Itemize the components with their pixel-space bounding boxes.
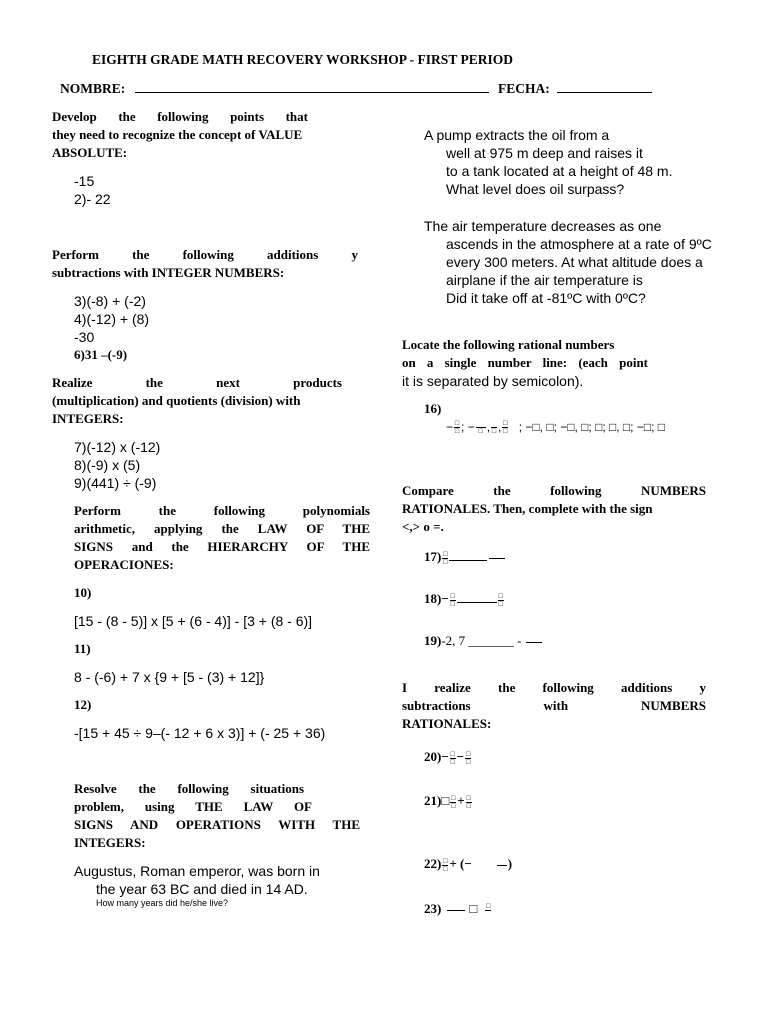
- section-heading: <,> o =.: [402, 519, 444, 534]
- problem-1: -15: [74, 173, 95, 189]
- problem-12: -[15 + 45 ÷ 9–(- 12 + 6 x 3)] + (- 25 + 36): [74, 725, 326, 741]
- problem-20-number: 20): [424, 749, 442, 764]
- problem-16: − $\frac{□}{□}$ ; − □ , □ , $\frac{□}{□}$ ; −□, □; −□, □; □; □, □; −□; □: [446, 420, 666, 436]
- problem-20: 20)− $\frac{□}{□}$ − $\frac{□}{□}$: [424, 749, 471, 766]
- fraction: $\frac{□}{□}$: [466, 793, 471, 810]
- augustus-question: How many years did he/she live?: [96, 898, 229, 908]
- section-heading: it is separated by semicolon).: [402, 373, 584, 389]
- air-problem: every 300 meters. At what altitude does a: [446, 254, 703, 270]
- section-locate: [402, 354, 648, 372]
- problem-17-number: 17): [424, 549, 442, 564]
- problem-4: 4)(-12) + (8): [74, 311, 150, 327]
- section-heading: SIGNS AND OPERATIONS WITH THE: [74, 817, 360, 832]
- section-heading: I realize the following additions y: [402, 680, 706, 695]
- problem-17: [424, 548, 505, 566]
- name-field[interactable]: [135, 80, 489, 93]
- problem-6: 6)31 –(-9): [74, 347, 128, 362]
- problem-21-number: 21): [424, 793, 442, 808]
- section-heading: RATIONALES. Then, complete with the sign: [402, 501, 653, 516]
- section-heading: Develop the following points that: [52, 109, 308, 124]
- pump-problem: well at 975 m deep and raises it: [446, 145, 643, 161]
- problem-23: 23) □ □: [424, 901, 491, 916]
- augustus-problem: the year 63 BC and died in 14 AD.: [96, 881, 308, 897]
- section-heading: Locate the following rational numbers: [402, 337, 615, 352]
- air-problem: Did it take off at -81ºC with 0ºC?: [446, 290, 646, 306]
- fraction: $\frac{□}{□}$: [450, 591, 455, 608]
- air-problem: ascends in the atmosphere at a rate of 9ºC: [446, 236, 712, 252]
- name-date-row: [60, 80, 652, 97]
- section-heading: on a single number line: (each point: [402, 355, 648, 370]
- section-absolute-value: [52, 108, 308, 126]
- air-problem: airplane if the air temperature is: [446, 272, 643, 288]
- pump-problem: to a tank located at a height of 48 m.: [446, 163, 673, 179]
- problem-16-list: ; −□, □; −□, □; □; □, □; −□; □: [518, 420, 666, 434]
- section-heading: SIGNS and the HIERARCHY OF THE: [74, 539, 370, 554]
- section-heading: problem, using THE LAW OF: [74, 799, 312, 814]
- section-heading: Resolve the following situations: [74, 781, 304, 796]
- air-problem: The air temperature decreases as one: [424, 218, 662, 234]
- section-heading: subtractions with NUMBERS: [402, 698, 706, 713]
- section-heading: RATIONALES:: [402, 716, 492, 731]
- section-heading: (multiplication) and quotients (division) with: [52, 393, 301, 408]
- page-title: EIGHTH GRADE MATH RECOVERY WORKSHOP - FIRST PERIOD: [92, 52, 513, 67]
- section-heading: INTEGERS:: [74, 835, 146, 850]
- problem-22-number: 22): [424, 856, 442, 871]
- problem-9: 9)(441) ÷ (-9): [74, 475, 157, 491]
- name-label: NOMBRE:: [60, 81, 126, 96]
- fraction: $\frac{□}{□}$: [503, 420, 508, 436]
- pump-problem: A pump extracts the oil from a: [424, 127, 610, 143]
- section-situations-2: [74, 798, 312, 816]
- problem-18-number: 18): [424, 591, 442, 606]
- problem-3: 3)(-8) + (-2): [74, 293, 146, 309]
- augustus-problem: Augustus, Roman emperor, was born in: [74, 863, 320, 879]
- problem-21: 21)□ $\frac{□}{□}$ + $\frac{□}{□}$: [424, 793, 471, 810]
- section-rational-ops: [402, 679, 706, 715]
- section-polynomials: [74, 502, 370, 556]
- section-situations: [74, 780, 304, 798]
- problem-10-number: 10): [74, 585, 92, 600]
- fraction: $\frac{□}{□}$: [450, 749, 455, 766]
- problem-10: [15 - (8 - 5)] x [5 + (6 - 4)] - [3 + (8 - 6)]: [74, 613, 313, 629]
- fraction: [497, 858, 507, 873]
- problem-23-number: 23): [424, 901, 442, 916]
- section-compare: [402, 482, 706, 500]
- section-heading: they need to recognize the concept of VALUE: [52, 127, 303, 142]
- date-label: FECHA:: [498, 81, 550, 96]
- fraction: □: [476, 420, 486, 435]
- date-field[interactable]: [557, 80, 652, 93]
- section-heading: OPERACIONES:: [74, 557, 174, 572]
- fraction: □: [486, 901, 491, 910]
- fraction: $\frac{□}{□}$: [498, 591, 503, 608]
- section-situations-3: [74, 816, 360, 834]
- answer-blank[interactable]: [449, 550, 487, 561]
- problem-12-number: 12): [74, 697, 92, 712]
- section-heading: Compare the following NUMBERS: [402, 483, 706, 498]
- problem-8: 8)(-9) x (5): [74, 457, 141, 473]
- problem-22: 22) $\frac{□}{□}$ + (− ): [424, 856, 513, 873]
- problem-19: [424, 632, 542, 650]
- fraction: $\frac{□}{□}$: [443, 856, 448, 873]
- problem-11-number: 11): [74, 641, 91, 656]
- section-products: [52, 374, 342, 392]
- section-integers: [52, 246, 358, 264]
- section-heading: ABSOLUTE:: [52, 145, 128, 160]
- section-heading: arithmetic, applying the LAW OF THE: [74, 521, 370, 536]
- problem-19-number: 19): [424, 633, 442, 648]
- section-heading: Realize the next products: [52, 375, 342, 390]
- problem-7: 7)(-12) x (-12): [74, 439, 161, 455]
- section-heading: subtractions with INTEGER NUMBERS:: [52, 265, 285, 280]
- answer-blank[interactable]: [457, 592, 497, 603]
- section-heading: Perform the following additions y: [52, 247, 358, 262]
- fraction: $\frac{□}{□}$: [466, 749, 471, 766]
- section-heading: INTEGERS:: [52, 411, 124, 426]
- fraction: $\frac{□}{□}$: [443, 549, 448, 566]
- fraction: $\frac{□}{□}$: [451, 793, 456, 810]
- fraction: $\frac{□}{□}$: [454, 420, 460, 436]
- fraction: □: [491, 428, 497, 436]
- problem-19-text: -2, 7 _______ -: [441, 633, 522, 648]
- problem-11: 8 - (-6) + 7 x {9 + [5 - (3) + 12]}: [74, 669, 265, 685]
- problem-2: 2)- 22: [74, 191, 111, 207]
- pump-problem: What level does oil surpass?: [446, 181, 625, 197]
- problem-16-number: 16): [424, 401, 442, 416]
- problem-5: -30: [74, 329, 95, 345]
- section-heading: Perform the following polynomials: [74, 503, 370, 518]
- problem-18: 18)− $\frac{□}{□}$ $\frac{□}{□}$: [424, 591, 503, 608]
